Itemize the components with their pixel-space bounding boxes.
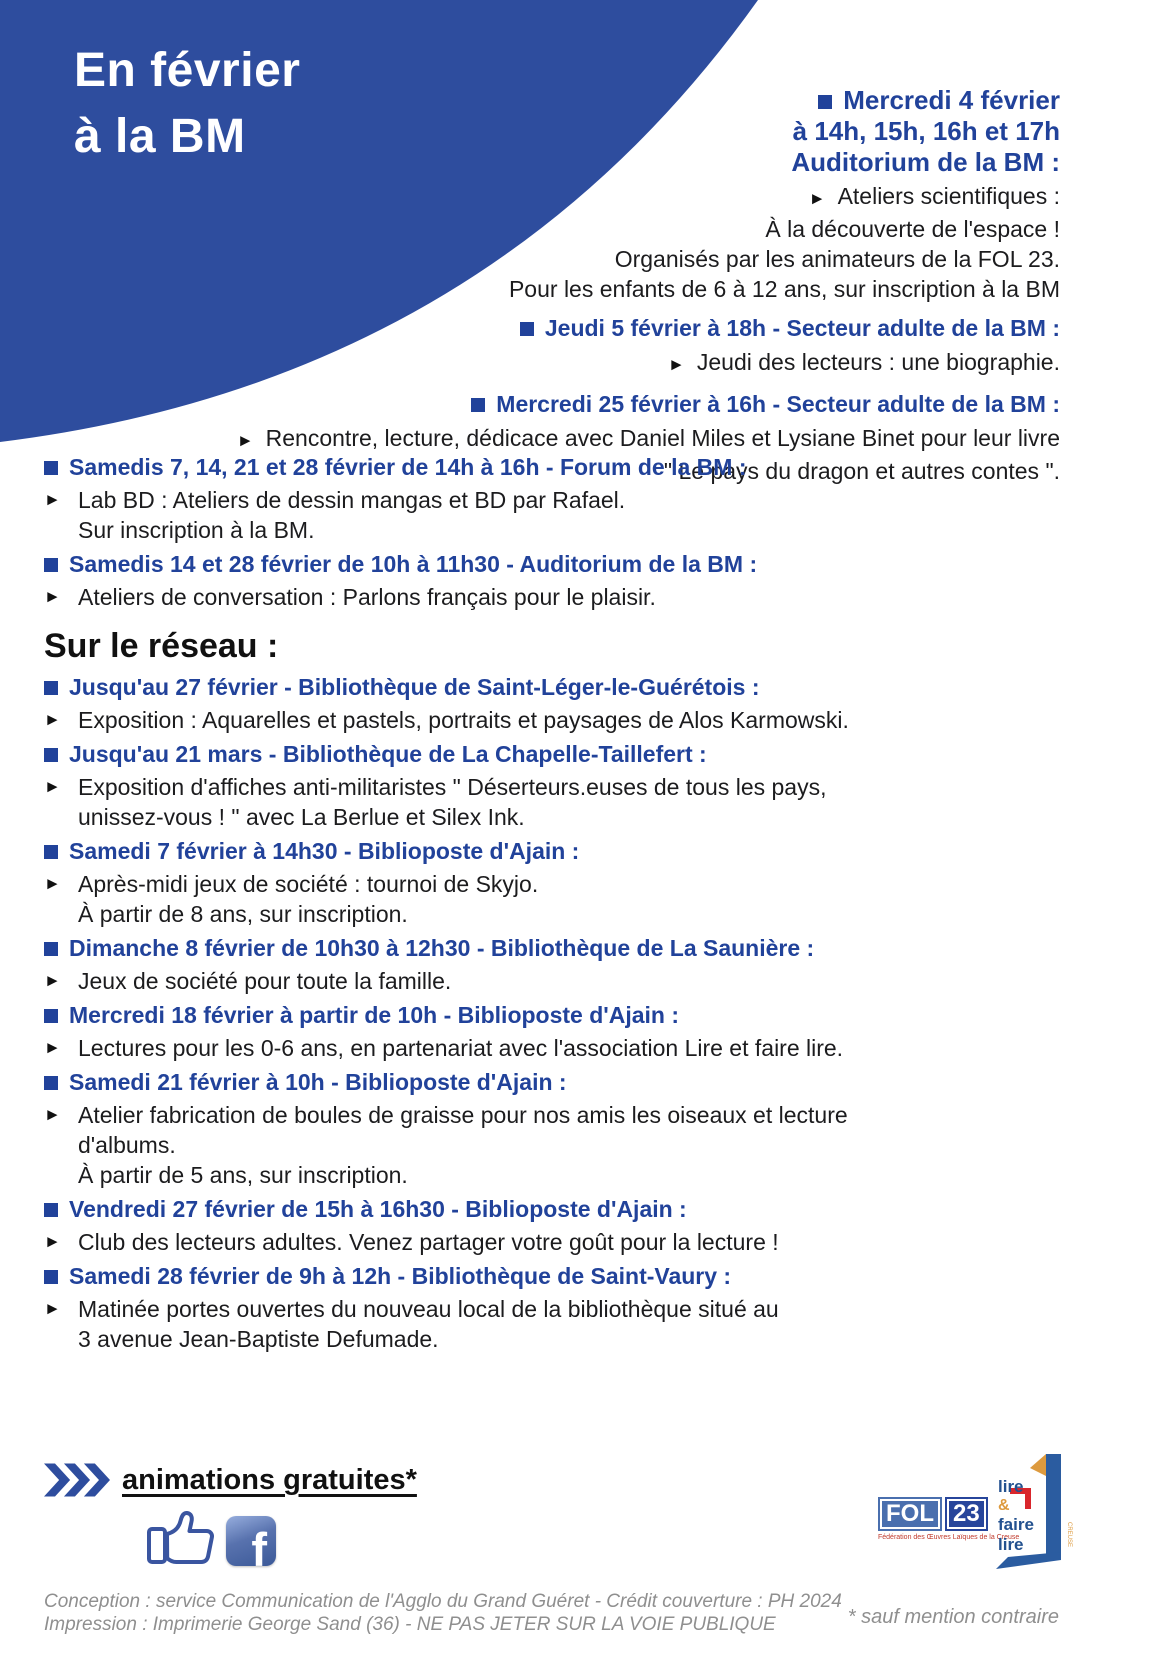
- event-block: [44, 933, 1105, 996]
- event-heading-line: [44, 452, 1105, 482]
- event-block: [44, 1261, 1105, 1354]
- triangle-bullet-icon: [44, 1324, 78, 1354]
- event-heading-text: Jusqu'au 21 mars - Bibliothèque de La Chapelle-Taillefert :: [69, 741, 707, 767]
- fol23-subtitle: Fédération des Œuvres Laïques de la Creuse: [878, 1534, 1020, 1541]
- event-heading-text: Samedi 7 février à 14h30 - Biblioposte d'Ajain :: [69, 838, 580, 864]
- event-detail-line: [118, 181, 1060, 214]
- event-block: [44, 739, 1105, 832]
- facebook-letter: f: [251, 1523, 267, 1566]
- event-heading-text: Auditorium de la BM :: [791, 147, 1060, 177]
- event-heading-text: Mercredi 18 février à partir de 10h - Biblioposte d'Ajain :: [69, 1002, 680, 1028]
- facebook-icon: [226, 1516, 276, 1566]
- event-heading-line: [44, 549, 1105, 579]
- event-detail-text: Jeudi des lecteurs : une biographie.: [696, 349, 1060, 375]
- square-bullet-icon: [520, 322, 534, 336]
- event-detail-text: " Le pays du dragon et autres contes ".: [663, 458, 1060, 484]
- event-detail-line: [44, 869, 1105, 899]
- event-detail-text: Lectures pour les 0-6 ans, en partenariat avec l'association Lire et faire lire.: [78, 1035, 844, 1061]
- event-detail-text: Après-midi jeux de société : tournoi de Skyjo.: [78, 871, 539, 897]
- triangle-bullet-icon: ►: [236, 431, 254, 450]
- event-detail-line: [44, 1100, 1105, 1130]
- event-block: [44, 1067, 1105, 1190]
- event-detail-line: [44, 705, 1105, 735]
- event-detail-line: [44, 1130, 1105, 1160]
- footer-credit-line2: Impression : Imprimerie George Sand (36) - NE PAS JETER SUR LA VOIE PUBLIQUE: [44, 1614, 776, 1635]
- free-events-label: animations gratuites*: [122, 1464, 417, 1496]
- triangle-bullet-icon: ►: [44, 1232, 61, 1251]
- square-bullet-icon: [44, 1076, 58, 1090]
- footer-asterisk-note: * sauf mention contraire: [847, 1606, 1059, 1628]
- event-detail-line: [44, 966, 1105, 996]
- main-events-column: [44, 452, 1105, 1358]
- event-detail-text: À partir de 8 ans, sur inscription.: [78, 901, 408, 927]
- event-detail-line: [44, 802, 1105, 832]
- lire-logo-word: lire: [998, 1477, 1024, 1496]
- event-details: [44, 1227, 1105, 1257]
- triangle-bullet-icon: ►: [44, 587, 61, 606]
- event-detail-line: [44, 899, 1105, 929]
- event-detail-text: Lab BD : Ateliers de dessin mangas et BD par Rafael.: [78, 487, 626, 513]
- event-block: [44, 549, 1105, 612]
- footer-credits: [44, 1590, 842, 1636]
- event-detail-text: Ateliers scientifiques :: [837, 183, 1060, 209]
- event-heading-text: à 14h, 15h, 16h et 17h: [792, 116, 1060, 146]
- square-bullet-icon: [818, 95, 832, 109]
- event-block: [44, 836, 1105, 929]
- event-heading-text: Vendredi 27 février de 15h à 16h30 - Biblioposte d'Ajain :: [69, 1196, 687, 1222]
- fol-logo-number: 23: [945, 1497, 988, 1531]
- triangle-bullet-icon: [44, 802, 78, 832]
- event-heading-line: [44, 1067, 1105, 1097]
- event-detail-text: Matinée portes ouvertes du nouveau local de la bibliothèque situé au: [78, 1296, 779, 1322]
- event-heading-line: [44, 1194, 1105, 1224]
- triangle-bullet-icon: ►: [44, 710, 61, 729]
- event-heading-text: Jusqu'au 27 février - Bibliothèque de Saint-Léger-le-Guérétois :: [69, 674, 760, 700]
- event-heading-line: [118, 116, 1060, 147]
- event-detail-text: Exposition : Aquarelles et pastels, portraits et paysages de Alos Karmowski.: [78, 707, 849, 733]
- triangle-bullet-icon: [44, 515, 78, 545]
- square-bullet-icon: [44, 748, 58, 762]
- square-bullet-icon: [471, 398, 485, 412]
- square-bullet-icon: [44, 461, 58, 475]
- event-heading-text: Mercredi 4 février: [843, 85, 1060, 115]
- event-detail-text: Jeux de société pour toute la famille.: [78, 968, 452, 994]
- facebook-like-icon: [146, 1506, 220, 1568]
- event-detail-text: Ateliers de conversation : Parlons français pour le plaisir.: [78, 584, 656, 610]
- event-heading-line: [118, 313, 1060, 344]
- lire-logo-ampersand: &: [998, 1497, 1010, 1514]
- triangle-bullet-icon: ►: [44, 874, 61, 893]
- event-detail-line: [118, 244, 1060, 274]
- network-events-list: [44, 672, 1105, 1354]
- bm-events-right-column: [118, 85, 1060, 495]
- square-bullet-icon: [44, 1009, 58, 1023]
- page-title-line1: En février: [74, 44, 301, 97]
- event-detail-text: Rencontre, lecture, dédicace avec Daniel Miles et Lysiane Binet pour leur livre: [265, 425, 1060, 451]
- event-detail-line: [44, 772, 1105, 802]
- event-heading-line: [44, 933, 1105, 963]
- fol-logo-text: FOL: [878, 1497, 942, 1531]
- event-heading-line: [44, 739, 1105, 769]
- event-detail-text: unissez-vous ! " avec La Berlue et Silex Ink.: [78, 804, 525, 830]
- event-detail-text: À la découverte de l'espace !: [765, 216, 1060, 242]
- event-details: [44, 869, 1105, 929]
- event-heading-line: [44, 1000, 1105, 1030]
- triangle-bullet-icon: [44, 1160, 78, 1190]
- event-detail-text: Exposition d'affiches anti-militaristes " Déserteurs.euses de tous les pays,: [78, 774, 827, 800]
- square-bullet-icon: [44, 681, 58, 695]
- triple-chevron-icon: [44, 1463, 110, 1497]
- event-detail-line: [44, 582, 1105, 612]
- page-title-line2: à la BM: [74, 110, 246, 163]
- event-heading-text: Samedis 14 et 28 février de 10h à 11h30 - Auditorium de la BM :: [69, 551, 758, 577]
- network-section-title: Sur le réseau :: [44, 627, 279, 665]
- square-bullet-icon: [44, 845, 58, 859]
- event-detail-line: [44, 515, 1105, 545]
- event-detail-line: [44, 1033, 1105, 1063]
- square-bullet-icon: [44, 1203, 58, 1217]
- event-details: [44, 1033, 1105, 1063]
- square-bullet-icon: [44, 558, 58, 572]
- lire-logo-vertical-label: CREUSE: [1066, 1522, 1072, 1548]
- event-detail-line: [44, 1324, 1105, 1354]
- event-heading-text: Jeudi 5 février à 18h - Secteur adulte de la BM :: [544, 315, 1060, 341]
- event-detail-line: [44, 1227, 1105, 1257]
- event-block: [118, 313, 1060, 380]
- event-block: [44, 452, 1105, 545]
- event-detail-line: [44, 485, 1105, 515]
- event-details: [44, 966, 1105, 996]
- event-heading-line: [118, 389, 1060, 420]
- event-heading-text: Samedis 7, 14, 21 et 28 février de 14h à 16h - Forum de la BM :: [69, 454, 747, 480]
- footer-credit-line1: Conception : service Communication de l'Agglo du Grand Guéret - Crédit couverture : PH 2024: [44, 1591, 842, 1612]
- triangle-bullet-icon: ►: [44, 490, 61, 509]
- event-heading-line: [118, 147, 1060, 178]
- event-heading-line: [44, 672, 1105, 702]
- event-detail-text: À partir de 5 ans, sur inscription.: [78, 1162, 408, 1188]
- event-block: [118, 85, 1060, 304]
- event-detail-text: 3 avenue Jean-Baptiste Defumade.: [78, 1326, 439, 1352]
- event-detail-line: [118, 274, 1060, 304]
- triangle-bullet-icon: ►: [808, 189, 826, 208]
- event-detail-line: [118, 347, 1060, 380]
- event-details: [44, 1100, 1105, 1190]
- bm-events-left-list: [44, 452, 1105, 612]
- event-detail-text: Atelier fabrication de boules de graisse pour nos amis les oiseaux et lecture: [78, 1102, 848, 1128]
- triangle-bullet-icon: [44, 1130, 78, 1160]
- triangle-bullet-icon: ►: [44, 1105, 61, 1124]
- event-heading-line: [44, 836, 1105, 866]
- event-block: [44, 1000, 1105, 1063]
- triangle-bullet-icon: ►: [44, 777, 61, 796]
- event-heading-line: [44, 1261, 1105, 1291]
- event-heading-text: Mercredi 25 février à 16h - Secteur adulte de la BM :: [496, 391, 1060, 417]
- event-details: [118, 181, 1060, 304]
- event-detail-text: Club des lecteurs adultes. Venez partager votre goût pour la lecture !: [78, 1229, 779, 1255]
- event-details: [44, 1294, 1105, 1354]
- event-detail-line: [44, 1294, 1105, 1324]
- triangle-bullet-icon: ►: [44, 1038, 61, 1057]
- event-block: [44, 672, 1105, 735]
- event-heading-text: Dimanche 8 février de 10h30 à 12h30 - Bibliothèque de La Saunière :: [69, 935, 815, 961]
- lire-logo-word: faire: [998, 1515, 1034, 1534]
- bookmark-ribbon-icon: [990, 1450, 1074, 1570]
- event-detail-text: Organisés par les animateurs de la FOL 23.: [614, 246, 1060, 272]
- event-details: [44, 582, 1105, 612]
- lire-logo-word: lire: [998, 1535, 1024, 1554]
- event-detail-text: d'albums.: [78, 1132, 176, 1158]
- event-details: [118, 347, 1060, 380]
- event-block: [44, 1194, 1105, 1257]
- triangle-bullet-icon: ►: [668, 355, 685, 374]
- square-bullet-icon: [44, 942, 58, 956]
- triangle-bullet-icon: ►: [44, 1299, 61, 1318]
- event-detail-text: Sur inscription à la BM.: [78, 517, 315, 543]
- event-details: [44, 772, 1105, 832]
- event-detail-line: [44, 1160, 1105, 1190]
- event-details: [44, 485, 1105, 545]
- event-heading-text: Samedi 21 février à 10h - Biblioposte d'Ajain :: [69, 1069, 567, 1095]
- event-detail-line: [118, 214, 1060, 244]
- event-details: [44, 705, 1105, 735]
- event-detail-text: Pour les enfants de 6 à 12 ans, sur inscription à la BM: [508, 276, 1060, 302]
- triangle-bullet-icon: [44, 899, 78, 929]
- event-heading-text: Samedi 28 février de 9h à 12h - Bibliothèque de Saint-Vaury :: [69, 1263, 732, 1289]
- square-bullet-icon: [44, 1270, 58, 1284]
- event-heading-line: [118, 85, 1060, 116]
- triangle-bullet-icon: ►: [44, 971, 61, 990]
